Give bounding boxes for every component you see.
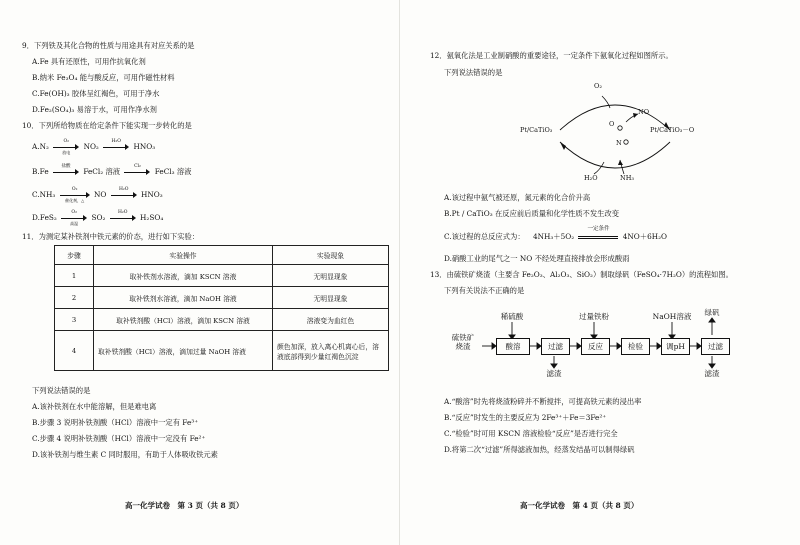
q10-option-d: [32, 209, 164, 226]
h2o-label: H₂O: [584, 174, 598, 182]
q10d-species-2: SO₂: [91, 213, 106, 222]
reaction-arrow: O₂ 放电: [53, 143, 79, 152]
table-cell-operation: 取补铁剂酸（HCl）溶液，滴加 KSCN 溶液: [94, 309, 273, 331]
q11-option-b: B.步骤 3 说明补铁剂酸（HCl）溶液中一定有 Fe³⁺: [32, 418, 199, 427]
table-cell-operation: 取补铁剂水溶液，滴加 KSCN 溶液: [94, 265, 273, 287]
q10-option-b: [32, 163, 192, 177]
reaction-condition: 一定条件: [587, 225, 610, 232]
catalyst-left-label: Pt/CaTiO₃: [520, 126, 553, 134]
q12c-products: 4NO＋6H₂O: [622, 232, 668, 241]
q10b-species-2: FeCl₂ 溶液: [83, 167, 121, 176]
table-cell-operation: 取补铁剂水溶液，滴加 NaOH 溶液: [94, 287, 273, 309]
reaction-arrow: O₂ 催化剂，△: [60, 191, 90, 200]
q10d-species-1: D.FeS₂: [32, 213, 57, 222]
reaction-arrow: O₂ 高温: [61, 214, 87, 223]
column-header: 实验现象: [273, 246, 389, 265]
q13-option-b: B.“反应”时发生的主要反应为 2Fe³⁺＋Fe＝3Fe²⁺: [444, 413, 607, 422]
table-cell-step: 3: [55, 309, 94, 331]
q9-stem: 9．下列铁及其化合物的性质与用途具有对应关系的是: [22, 41, 195, 50]
q12-stem: 12．氨氧化法是工业制硝酸的重要途径，一定条件下氨氧化过程如图所示。: [430, 51, 673, 60]
reaction-arrow: H₂O: [111, 191, 137, 200]
catalyst-right-label: Pt/CaTiO₃－O: [650, 126, 695, 134]
q12-option-b: B.Pt / CaTiO₃ 在反应前后质量和化学性质不发生改变: [444, 209, 620, 218]
experiment-table: [54, 245, 389, 371]
table-cell-step: 1: [55, 265, 94, 287]
q11-option-c: C.步骤 4 说明补铁剂酸（HCl）溶液中一定没有 Fe²⁺: [32, 434, 206, 443]
column-header: 步骤: [55, 246, 94, 265]
flow-step-box: 反应: [581, 338, 610, 355]
flow-step-box: 过滤: [701, 338, 730, 355]
iron-powder-label: 过量铁粉: [579, 312, 609, 321]
reaction-arrow: H₂O: [103, 143, 129, 152]
q10b-species-1: B.Fe: [32, 167, 49, 176]
right-page: [400, 0, 800, 545]
nh3-label: NH₃: [620, 174, 634, 182]
table-header-row: [55, 246, 389, 265]
q9-option-c: C.Fe(OH)₃ 胶体呈红褐色，可用于净水: [32, 89, 160, 98]
q12-question: 下列说法错误的是: [444, 68, 503, 77]
q10a-species-2: NO₂: [83, 142, 99, 151]
q10-stem: 10．下列所给物质在给定条件下能实现一步转化的是: [22, 121, 192, 130]
table-cell-result: 溶液变为血红色: [273, 309, 389, 331]
q10d-species-3: H₂SO₄: [140, 213, 164, 222]
q13-option-c: C.“检验”时可用 KSCN 溶液检验“反应”是否进行完全: [444, 429, 618, 438]
q10a-species-1: A.N₂: [32, 142, 49, 151]
equals-sign: [578, 225, 618, 242]
table-row: [55, 265, 389, 287]
table-cell-step: 4: [55, 331, 94, 371]
q9-option-d: D.Fe₂(SO₄)₃ 易溶于水，可用作净水剂: [32, 105, 157, 114]
q13-question: 下列有关说法不正确的是: [444, 286, 525, 295]
residue-label: 滤渣: [546, 369, 562, 378]
q12-option-d: D.硝酸工业的尾气之一 NO 不经处理直接排放会形成酸雨: [444, 254, 630, 263]
q9-option-b: B.纳米 Fe₃O₄ 能与酸反应，可用作磁性材料: [32, 73, 175, 82]
q10c-species-3: HNO₃: [141, 190, 163, 199]
feed-label-line: 硫铁矿: [451, 333, 475, 342]
no-label: NO: [638, 108, 650, 116]
naoh-label: NaOH溶液: [652, 312, 692, 321]
product-label: 绿矾: [704, 308, 720, 317]
nitrogen-atom-label: N: [616, 139, 622, 147]
q10b-species-3: FeCl₃ 溶液: [154, 167, 192, 176]
reaction-arrow: 盐酸: [53, 168, 79, 177]
dilute-acid-label: 稀硫酸: [500, 312, 524, 321]
q11-stem: 11．为测定某补铁剂中铁元素的价态，进行如下实验：: [22, 232, 200, 241]
q12-option-a: A.该过程中氨气被还原，氮元素的化合价升高: [444, 193, 591, 202]
flow-step-box: 酸溶: [496, 338, 530, 355]
feed-label: [444, 333, 482, 351]
residue-label: 滤渣: [704, 369, 720, 378]
flow-step-box: 过滤: [541, 338, 570, 355]
q10c-species-1: C.NH₃: [32, 190, 56, 199]
table-row: [55, 309, 389, 331]
q10-option-a: [32, 138, 156, 155]
o2-label: O₂: [594, 82, 602, 90]
page-footer: 高一化学试卷 第 4 页（共 8 页）: [520, 501, 639, 510]
q12c-reactants: 4NH₃＋5O₂: [532, 232, 575, 241]
q11-question: 下列说法错误的是: [32, 386, 91, 395]
table-cell-operation: 取补铁剂酸（HCl）溶液，滴加过量 NaOH 溶液: [94, 331, 273, 371]
q11-option-d: D.该补铁剂与维生素 C 同时服用，有助于人体吸收铁元素: [32, 450, 218, 459]
table-cell-result: 颜色加深，放入离心机离心后，溶液底部得到少量红褐色沉淀: [273, 331, 389, 371]
table-row: [55, 287, 389, 309]
q11-option-a: A.该补铁剂在水中能溶解，但是难电离: [32, 402, 157, 411]
feed-label-line: 烧渣: [455, 342, 471, 351]
flow-step-box: 调pH: [661, 338, 690, 355]
process-flow-diagram: [444, 300, 774, 380]
q12c-prefix: C.该过程的总反应式为：: [444, 232, 525, 241]
q10-option-c: [32, 186, 163, 203]
reaction-arrow: H₂O: [110, 214, 136, 223]
q10c-species-2: NO: [93, 190, 107, 199]
flow-step-box: 检验: [621, 338, 650, 355]
q13-stem: 13．由硫铁矿烧渣（主要含 Fe₂O₃、Al₂O₃、SiO₂）制取绿矾（FeSO₄·7H₂O）的流程如图。: [430, 270, 733, 279]
q13-option-d: D.将第二次“过滤”所得滤液加热，经蒸发结晶可以制得绿矾: [444, 445, 635, 454]
q9-option-a: A.Fe 具有还原性，可用作抗氧化剂: [32, 57, 146, 66]
table-cell-result: 无明显现象: [273, 265, 389, 287]
q12-option-c: [444, 225, 668, 242]
table-cell-step: 2: [55, 287, 94, 309]
ammonia-oxidation-diagram: [520, 82, 700, 182]
table-row: [55, 331, 389, 371]
column-header: 实验操作: [94, 246, 273, 265]
table-cell-result: 无明显现象: [273, 287, 389, 309]
reaction-arrow: Cl₂: [124, 168, 150, 177]
q10a-species-3: HNO₃: [133, 142, 156, 151]
page-footer: 高一化学试卷 第 3 页（共 8 页）: [125, 501, 244, 510]
oxygen-atom-label: O: [609, 120, 615, 128]
q13-option-a: A.“酸溶”时先将烧渣粉碎并不断搅拌，可提高铁元素的浸出率: [444, 397, 642, 406]
